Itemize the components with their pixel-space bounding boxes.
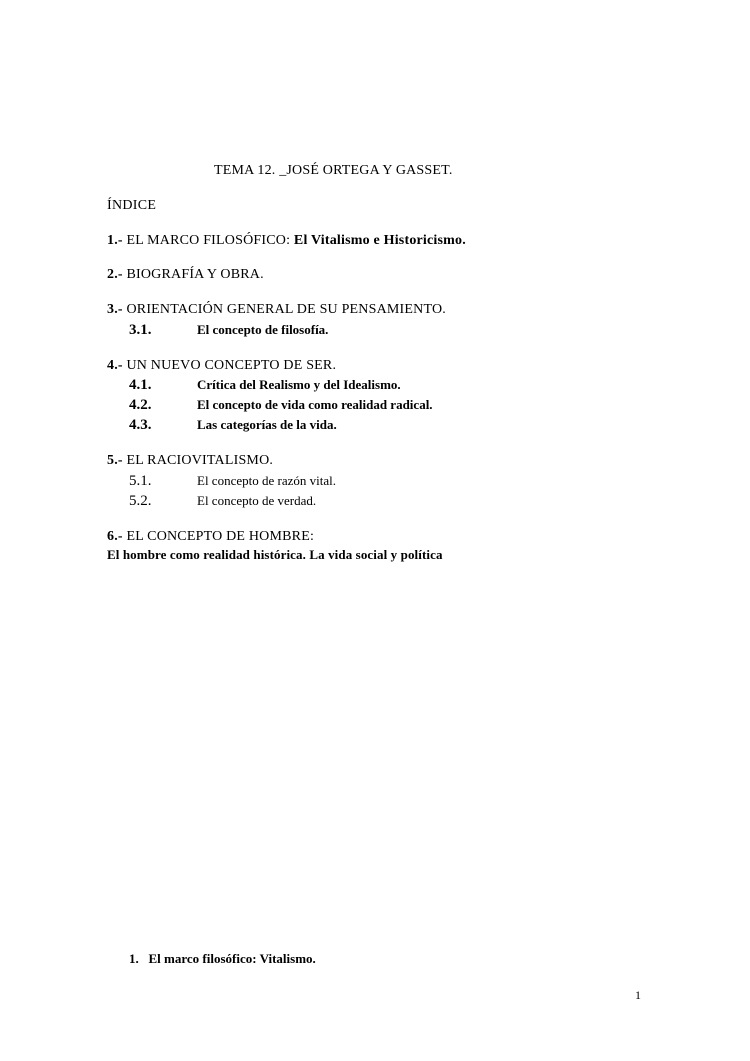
section-title: EL MARCO FILOSÓFICO: <box>126 233 291 248</box>
subsection-title: Las categorías de la vida. <box>197 417 337 432</box>
subsection-number: 5.1. <box>129 473 152 489</box>
section-title: EL CONCEPTO DE HOMBRE: <box>126 529 315 544</box>
section-number: 4.- <box>107 358 123 373</box>
index-subsection-4-3 <box>129 416 337 434</box>
body-heading-1: 1. El marco filosófico: Vitalismo. <box>129 951 316 966</box>
subsection-number: 5.2. <box>129 493 152 509</box>
index-section-4 <box>107 357 336 375</box>
index-subsection-4-1 <box>129 376 401 394</box>
section-6-subtitle: El hombre como realidad histórica. La vida social y política <box>107 547 443 562</box>
subsection-title: El concepto de razón vital. <box>197 473 336 488</box>
index-subsection-4-2 <box>129 396 433 414</box>
section-title: UN NUEVO CONCEPTO DE SER. <box>126 358 337 373</box>
section-number: 5.- <box>107 453 123 468</box>
index-section-2 <box>107 266 264 284</box>
index-section-6 <box>107 528 314 546</box>
subsection-title: El concepto de vida como realidad radical. <box>197 397 433 412</box>
index-section-3 <box>107 301 446 319</box>
subsection-number: 4.2. <box>129 397 152 413</box>
document-title: TEMA 12. _JOSÉ ORTEGA Y GASSET. <box>214 163 453 178</box>
section-number: 2.- <box>107 267 123 282</box>
page-number: 1 <box>635 988 641 1002</box>
section-title: BIOGRAFÍA Y OBRA. <box>126 267 264 282</box>
section-number: 6.- <box>107 529 123 544</box>
section-number: 3.- <box>107 302 123 317</box>
subsection-number: 4.1. <box>129 377 152 393</box>
section-title: ORIENTACIÓN GENERAL DE SU PENSAMIENTO. <box>126 302 446 317</box>
index-subsection-5-1 <box>129 472 336 490</box>
section-title: EL RACIOVITALISMO. <box>126 453 274 468</box>
subsection-title: El concepto de verdad. <box>197 493 317 508</box>
index-subsection-3-1 <box>129 321 328 339</box>
section-number: 1.- <box>107 233 123 248</box>
subsection-number: 3.1. <box>129 322 152 338</box>
index-heading: ÍNDICE <box>107 198 157 213</box>
index-section-5 <box>107 452 273 470</box>
subsection-title: El concepto de filosofía. <box>197 322 329 337</box>
subsection-number: 4.3. <box>129 417 152 433</box>
subsection-title: Crítica del Realismo y del Idealismo. <box>197 377 401 392</box>
section-title-bold: El Vitalismo e Historicismo. <box>293 233 466 248</box>
index-subsection-5-2 <box>129 492 316 510</box>
index-section-1 <box>107 232 466 250</box>
